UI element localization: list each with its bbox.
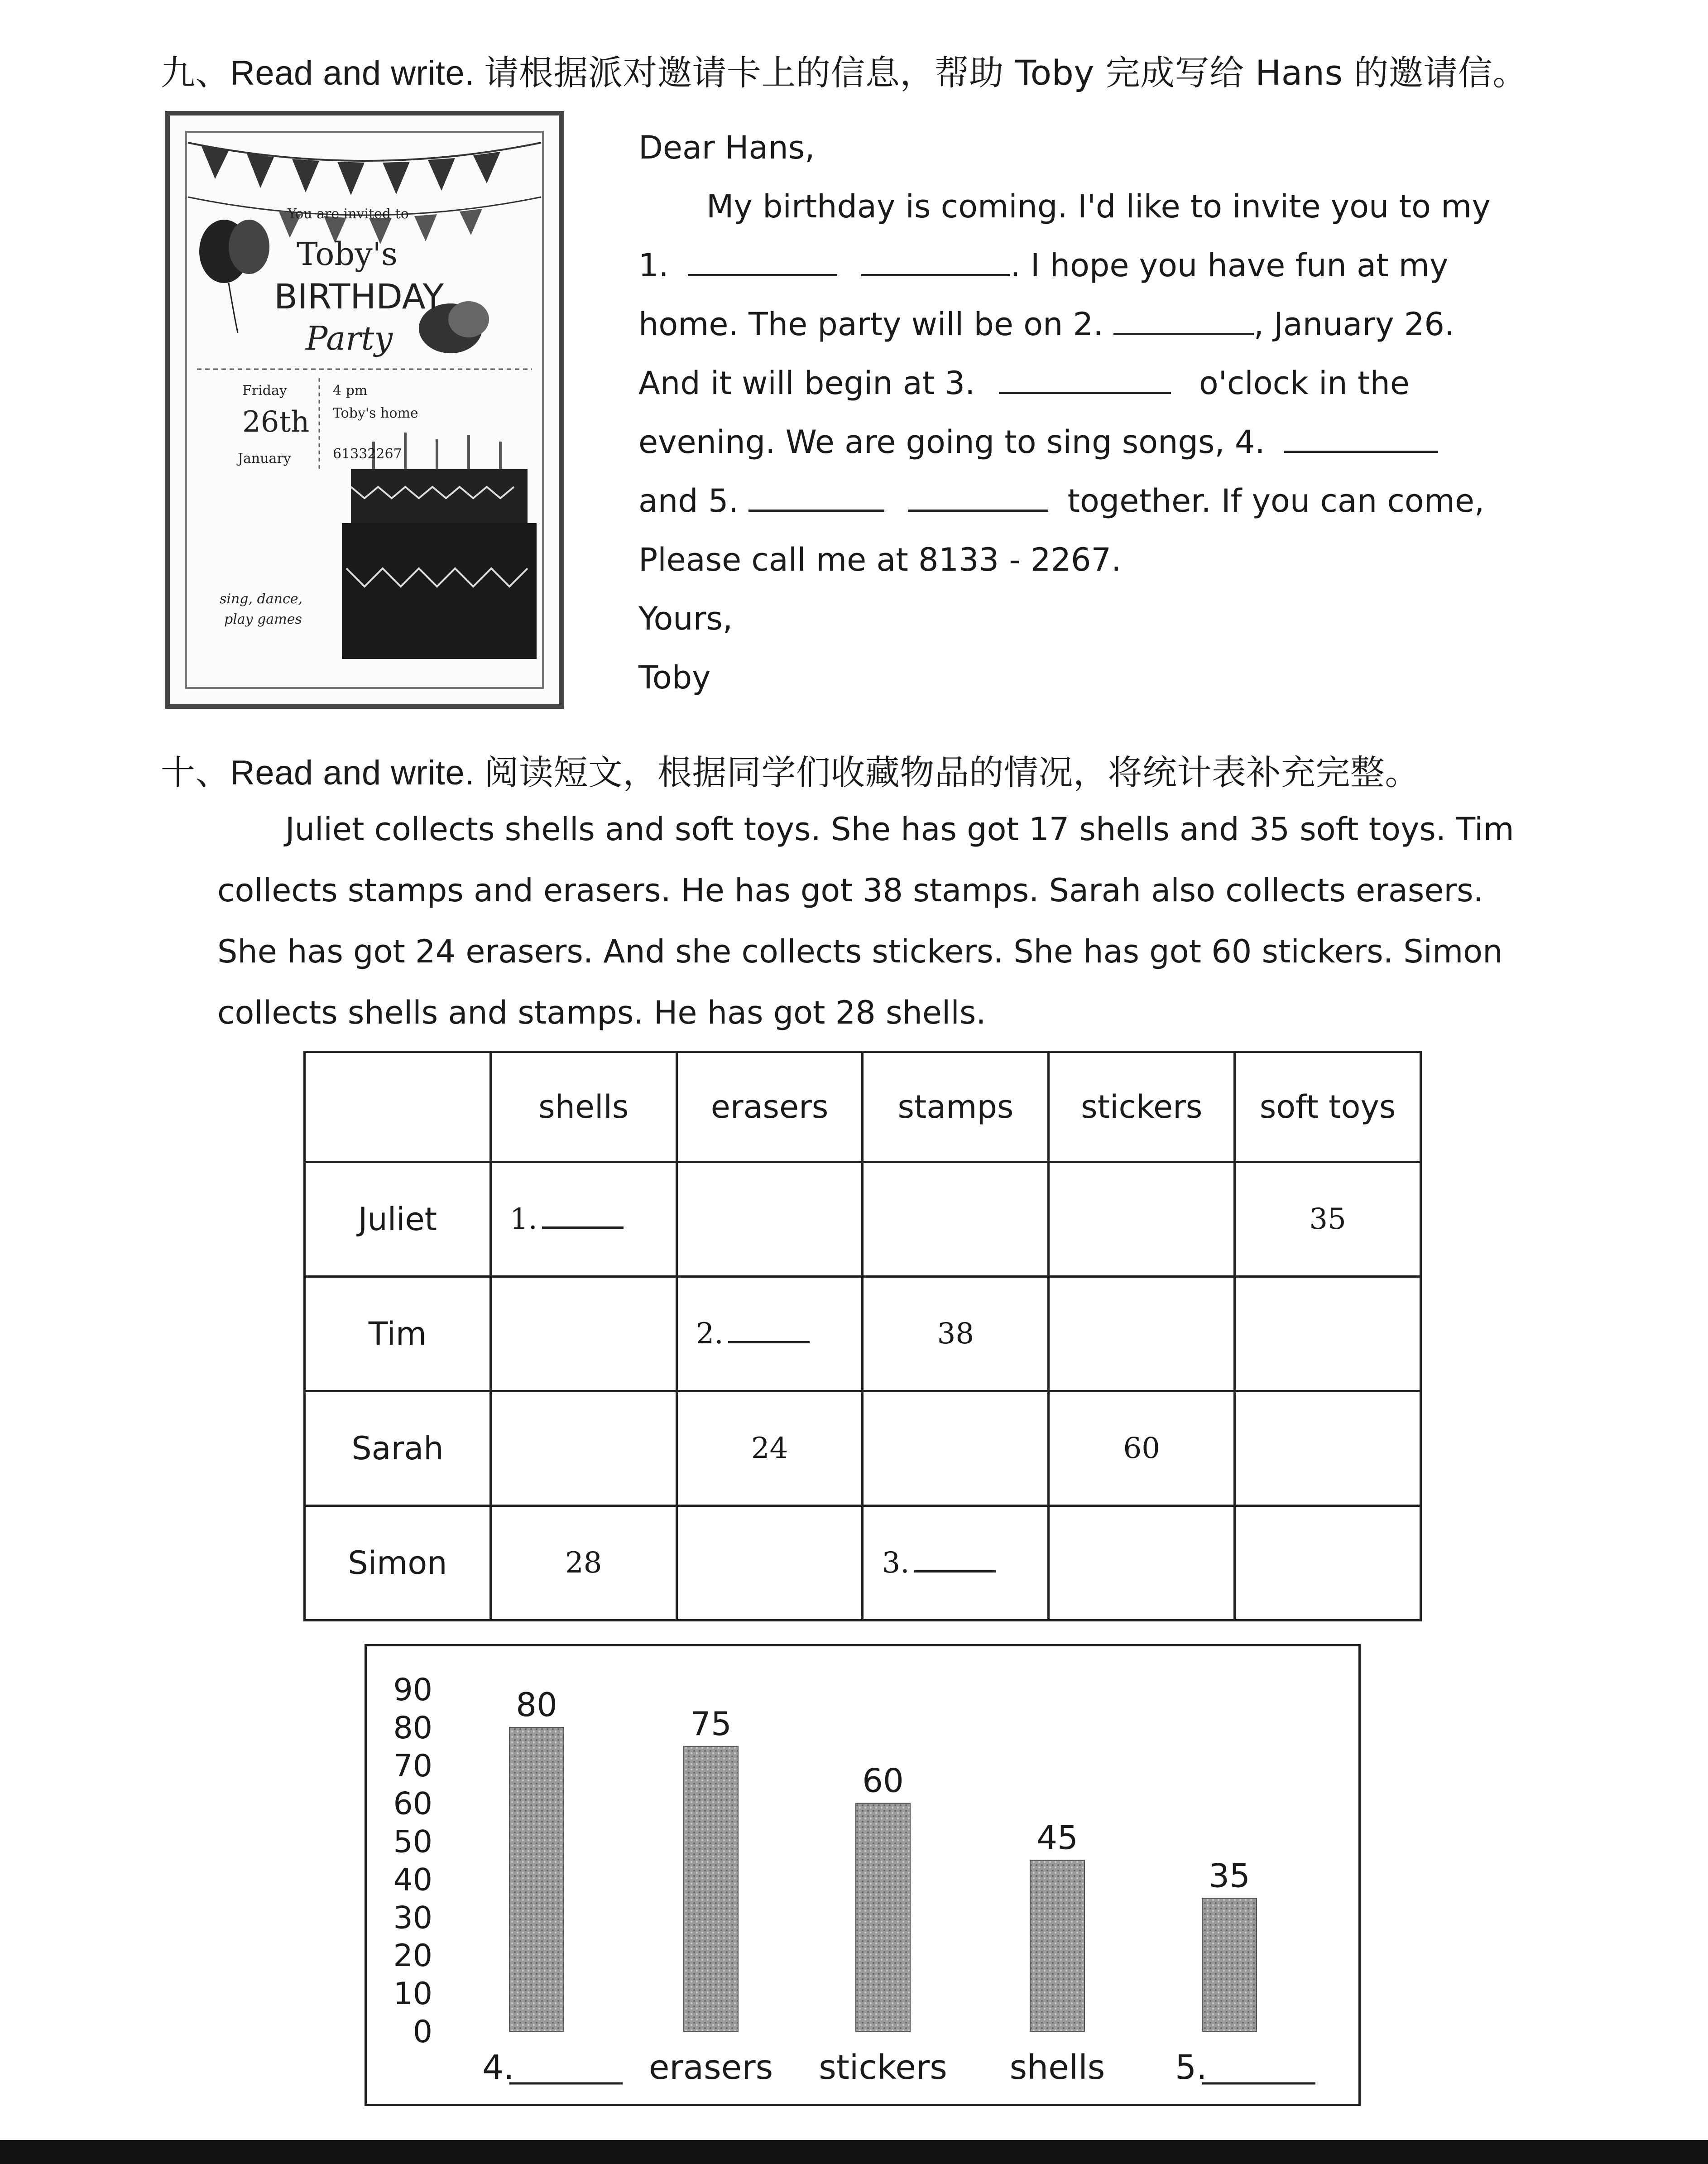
- section9-instruction-cn: 请根据派对邀请卡上的信息，帮助 Toby 完成写给 Hans 的邀请信。: [484, 53, 1527, 93]
- table-cell: 28: [490, 1505, 676, 1620]
- letter-greeting: Dear Hans,: [638, 129, 815, 166]
- card-name: Toby's: [297, 236, 398, 273]
- card-party: Party: [306, 319, 393, 357]
- table-row: [305, 1391, 1421, 1505]
- letter-line-3b: , January 26.: [1253, 306, 1455, 343]
- passage-line-1: Juliet collects shells and soft toys. She has got 17 shells and 35 soft toys. Tim: [285, 811, 1514, 848]
- bar-value-label: 80: [516, 1685, 557, 1724]
- blank-label: 3.: [882, 1546, 910, 1580]
- bunting-flag: [292, 159, 319, 192]
- letter-line-2: [638, 247, 1448, 284]
- y-tick-label: 70: [393, 1748, 432, 1784]
- blank-2-input[interactable]: [1113, 308, 1254, 335]
- birthday-cake-icon: [342, 433, 537, 659]
- y-tick-label: 40: [393, 1862, 432, 1898]
- bunting-flag: [428, 158, 455, 191]
- card-month: January: [238, 451, 291, 466]
- card-place: Toby's home: [333, 405, 418, 421]
- blank-label: 2.: [696, 1317, 724, 1351]
- letter-line-6b: together. If you can come,: [1067, 482, 1485, 519]
- section10-number: 十、: [161, 754, 230, 792]
- table-cell: [490, 1162, 676, 1276]
- x-category-label: erasers: [648, 2048, 773, 2087]
- passage-line-3: She has got 24 erasers. And she collects stickers. She has got 60 stickers. Simon: [217, 933, 1503, 970]
- x-category-label: 4.: [482, 2048, 514, 2087]
- table-cell: [1049, 1505, 1235, 1620]
- x-category-label: shells: [1009, 2048, 1105, 2087]
- table-cell: 60: [1049, 1391, 1235, 1505]
- table-blank-3-input[interactable]: [914, 1552, 996, 1573]
- bunting-flag: [337, 162, 365, 195]
- y-tick-label: 30: [393, 1900, 432, 1936]
- table-header-row: [305, 1052, 1421, 1162]
- blank-5a-input[interactable]: [748, 484, 884, 512]
- table-header-cell: shells: [490, 1052, 676, 1162]
- letter-line-3a: home. The party will be on 2.: [638, 306, 1103, 343]
- section9-number: 九、: [161, 54, 230, 92]
- bar: [684, 1746, 738, 2031]
- x-category-label: 5.: [1175, 2048, 1207, 2087]
- table-cell: [676, 1276, 863, 1391]
- row-name: Sarah: [305, 1391, 491, 1505]
- section10-heading: [161, 745, 1420, 794]
- table-blank-1-input[interactable]: [542, 1208, 624, 1229]
- letter-signature: Toby: [638, 659, 711, 696]
- blank-3-input[interactable]: [999, 366, 1171, 394]
- table-row: [305, 1276, 1421, 1391]
- blank-1-label: 1.: [638, 247, 669, 284]
- y-tick-label: 60: [393, 1786, 432, 1822]
- table-cell: 38: [863, 1276, 1049, 1391]
- letter-line-5: [638, 423, 1438, 461]
- bar-value-label: 75: [690, 1704, 732, 1743]
- card-activities-2: play games: [224, 611, 302, 627]
- letter-line-6a: and 5.: [638, 482, 739, 519]
- blank-label: 1.: [509, 1202, 537, 1236]
- row-name: Simon: [305, 1505, 491, 1620]
- table-cell: [863, 1391, 1049, 1505]
- card-day: Friday: [242, 383, 287, 399]
- bar-value-label: 60: [862, 1761, 904, 1800]
- row-name: Juliet: [305, 1162, 491, 1276]
- card-phone: 61332267: [333, 446, 402, 462]
- bar-value-label: 35: [1209, 1856, 1250, 1895]
- bar: [856, 1803, 910, 2031]
- invitation-card: [165, 111, 564, 709]
- table-header-cell: stamps: [863, 1052, 1049, 1162]
- section9-instruction-en: Read and write.: [230, 54, 475, 92]
- y-tick-label: 10: [393, 1976, 432, 2012]
- passage-line-4: collects shells and stamps. He has got 28 shells.: [217, 994, 986, 1031]
- table-cell: [1049, 1162, 1235, 1276]
- table-cell: [863, 1505, 1049, 1620]
- scan-edge: [0, 2140, 1708, 2164]
- blank-1a-input[interactable]: [688, 249, 837, 276]
- table-cell: [490, 1276, 676, 1391]
- table-cell: [1235, 1276, 1421, 1391]
- y-tick-label: 0: [413, 2014, 432, 2050]
- bar: [509, 1727, 564, 2031]
- table-cell: [676, 1162, 863, 1276]
- collection-table: [303, 1051, 1422, 1621]
- table-blank-2-input[interactable]: [728, 1323, 810, 1343]
- blank-4-input[interactable]: [1284, 425, 1438, 453]
- bar: [1030, 1861, 1084, 2032]
- passage-line-2: collects stamps and erasers. He has got 38 stamps. Sarah also collects erasers.: [217, 872, 1483, 909]
- section10-instruction-en: Read and write.: [230, 754, 475, 792]
- letter-closing: Yours,: [638, 600, 733, 637]
- table-cell: 35: [1235, 1162, 1421, 1276]
- table-cell: [676, 1505, 863, 1620]
- table-header-cell: [305, 1052, 491, 1162]
- table-row: [305, 1505, 1421, 1620]
- card-time: 4 pm: [333, 383, 368, 399]
- table-header-cell: soft toys: [1235, 1052, 1421, 1162]
- table-cell: [863, 1162, 1049, 1276]
- letter-line-4: [638, 365, 1410, 402]
- table-cell: 24: [676, 1391, 863, 1505]
- section9-heading: [161, 45, 1527, 95]
- letter-line-6: [638, 482, 1484, 519]
- bar-value-label: 45: [1036, 1818, 1078, 1857]
- y-tick-label: 90: [393, 1672, 432, 1708]
- bar: [1202, 1898, 1257, 2031]
- card-birthday: BIRTHDAY: [274, 276, 444, 317]
- bunting-flag: [383, 162, 410, 194]
- letter-line-2-rest: . I hope you have fun at my: [1010, 247, 1449, 284]
- table-cell: [1235, 1391, 1421, 1505]
- bunting-flag: [473, 152, 500, 183]
- blank-5b-input[interactable]: [908, 484, 1048, 512]
- row-name: Tim: [305, 1276, 491, 1391]
- bunting-flag: [202, 146, 229, 179]
- letter-line-4a: And it will begin at 3.: [638, 365, 975, 402]
- table-cell: [490, 1391, 676, 1505]
- table-cell: [1235, 1505, 1421, 1620]
- table-header-cell: stickers: [1049, 1052, 1235, 1162]
- letter-line-5a: evening. We are going to sing songs, 4.: [638, 423, 1265, 461]
- table-header-cell: erasers: [676, 1052, 863, 1162]
- letter-line-4b: o'clock in the: [1199, 365, 1410, 402]
- card-invited-text: You are invited to: [288, 206, 409, 222]
- letter-line-3: [638, 306, 1454, 343]
- bar-chart-svg: [367, 1646, 1358, 2104]
- x-category-label: stickers: [819, 2048, 947, 2087]
- letter-line-7: Please call me at 8133 - 2267.: [638, 541, 1122, 578]
- letter-line-1: My birthday is coming. I'd like to invite you to my: [706, 188, 1491, 225]
- table-cell: [1049, 1276, 1235, 1391]
- section10-instruction-cn: 阅读短文，根据同学们收藏物品的情况，将统计表补充完整。: [484, 752, 1420, 793]
- card-date: 26th: [242, 405, 310, 439]
- y-tick-label: 50: [393, 1824, 432, 1860]
- blank-1b-input[interactable]: [861, 249, 1010, 276]
- y-tick-label: 80: [393, 1710, 432, 1746]
- card-activities: sing, dance,: [220, 591, 303, 607]
- y-tick-label: 20: [393, 1938, 432, 1974]
- bunting-flag: [247, 154, 274, 188]
- bar-chart: [365, 1644, 1361, 2106]
- table-row: [305, 1162, 1421, 1276]
